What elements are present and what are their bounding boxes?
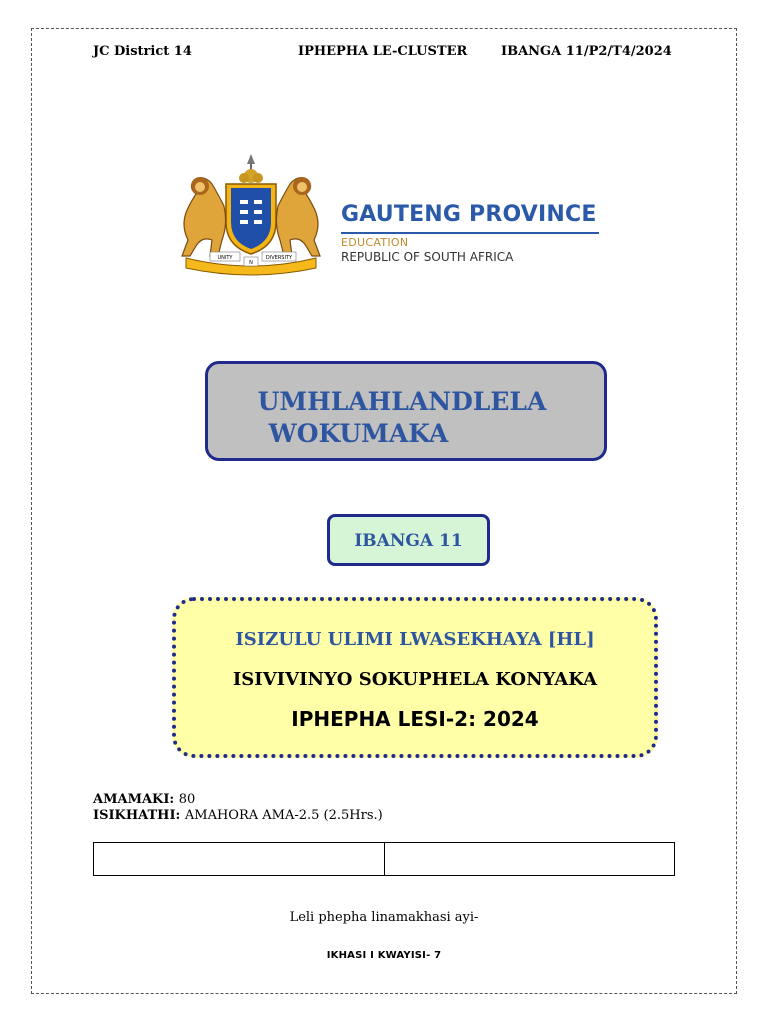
title-line-2: WOKUMAKA (268, 419, 449, 448)
marks-label: AMAMAKI: (93, 792, 175, 807)
motto-center: N (249, 260, 253, 266)
department-name: EDUCATION (341, 236, 409, 249)
marks-info (93, 792, 383, 824)
table-row (94, 843, 675, 876)
time-label: ISIKHATHI: (93, 808, 181, 823)
time-value: AMAHORA AMA-2.5 (2.5Hrs.) (184, 808, 383, 823)
candidate-table (93, 842, 675, 876)
header-district: JC District 14 (93, 44, 192, 59)
header-grade-code: IBANGA 11/P2/T4/2024 (501, 44, 672, 59)
marks-value: 80 (178, 792, 196, 807)
province-name: GAUTENG PROVINCE (341, 202, 597, 227)
title-line-1: UMHLAHLANDLELA (257, 387, 547, 416)
table-cell-right[interactable] (384, 843, 675, 876)
country-name: REPUBLIC OF SOUTH AFRICA (341, 250, 514, 264)
title-box (205, 361, 607, 461)
motto-right: DIVERSITY (265, 255, 293, 261)
gauteng-logo (166, 154, 604, 276)
header-cluster: IPHEPHA LE-CLUSTER (298, 44, 468, 59)
marks-line (93, 792, 383, 808)
time-line (93, 808, 383, 824)
paper-name: IPHEPHA LESI-2: 2024 (291, 707, 539, 731)
subject-name: ISIZULU ULIMI LWASEKHAYA [HL] (235, 629, 595, 650)
page-footer: IKHASI I KWAYISI- 7 (326, 950, 442, 961)
coat-of-arms-icon (166, 154, 336, 276)
province-underline (341, 232, 599, 234)
motto-left: UNITY (217, 255, 233, 261)
table-cell-left[interactable] (94, 843, 385, 876)
grade-box (327, 514, 490, 566)
subject-box (172, 597, 658, 758)
grade-label: IBANGA 11 (354, 531, 463, 551)
pages-note: Leli phepha linamakhasi ayi- (289, 910, 479, 925)
document-title (208, 386, 604, 450)
exam-name: ISIVIVINYO SOKUPHELA KONYAKA (232, 669, 598, 690)
